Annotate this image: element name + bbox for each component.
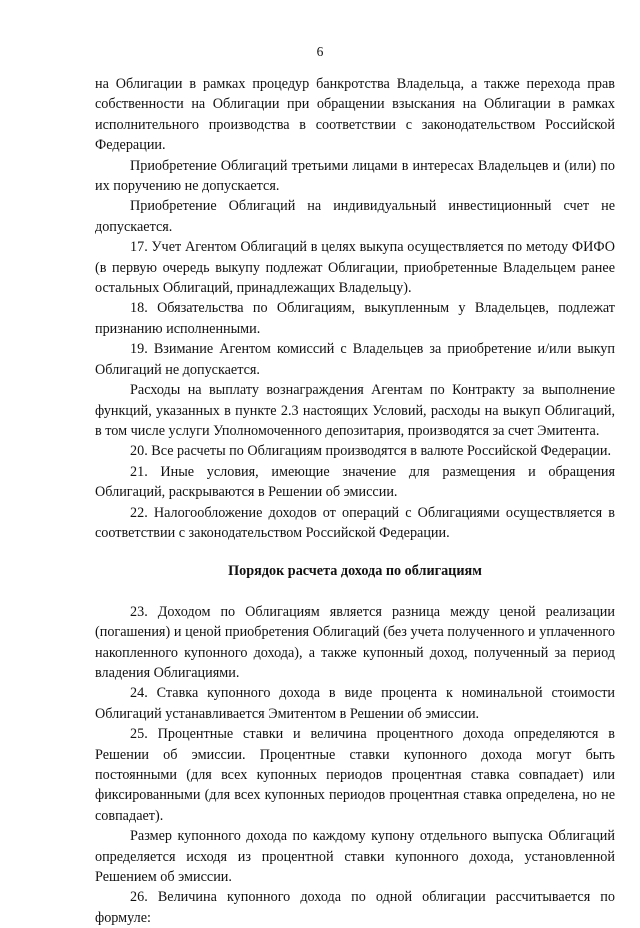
paragraph-21: 21. Иные условия, имеющие значение для размещения и обращения Облигаций, раскрываются в Решении об эмиссии. [95,463,615,501]
paragraph-19: 19. Взимание Агентом комиссий с Владельцев за приобретение и/или выкуп Облигаций не допускается. [95,341,615,378]
paragraph-25: 25. Процентные ставки и величина процентного дохода определяются в Решении об эмиссии. Процентные ставки купонного дохода могут быть постоянными (для всех купонных периодов процентная ставка совпадает) или фиксированными (для всех купонных периодов процентная ставка определена, но не совпадает). [95,726,615,824]
paragraph-22: 22. Налогообложение доходов от операций с Облигациями осуществляется в соответствии с законодательством Российской Федерации. [95,504,615,541]
paragraph-iis-purchase: Приобретение Облигаций на индивидуальный инвестиционный счет не допускается. [95,198,615,235]
document-body [95,74,615,928]
paragraph-third-party-purchase: Приобретение Облигаций третьими лицами в интересах Владельцев и (или) по их поручению не допускается. [95,157,615,195]
section-heading: Порядок расчета дохода по облигациям [228,563,482,580]
paragraph-18: 18. Обязательства по Облигациям, выкупленным у Владельцев, подлежат признанию исполненными. [95,300,615,337]
paragraph-coupon-size: Размер купонного дохода по каждому купону отдельного выпуска Облигаций определяется исходя из процентной ставки купонного дохода, установленной Решением об эмиссии. [95,828,615,886]
paragraph-17: 17. Учет Агентом Облигаций в целях выкупа осуществляется по методу ФИФО (в первую очередь выкупу подлежат Облигации, приобретенные Владельцем ранее остальных Облигаций, принадлежащих Владельцу). [95,239,615,297]
paragraph-expenses: Расходы на выплату вознаграждения Агентам по Контракту за выполнение функций, указанных в пункте 2.3 настоящих Условий, расходы на выкуп Облигаций, в том числе услуги Уполномоченного депозитария, производятся за счет Эмитента. [95,382,615,439]
paragraph-24: 24. Ставка купонного дохода в виде процента к номинальной стоимости Облигаций устанавливается Эмитентом в Решении об эмиссии. [95,685,615,722]
paragraph-continuation: на Облигации в рамках процедур банкротства Владельца, а также перехода прав собственности на Облигации при обращении взыскания на Облигации в рамках исполнительного производства в соответствии с законодательством Российской Федерации. [95,76,615,154]
paragraph-20: 20. Все расчеты по Облигациям производятся в валюте Российской Федерации. [130,443,612,460]
paragraph-26: 26. Величина купонного дохода по одной облигации рассчитывается по формуле: [95,889,615,926]
paragraph-23: 23. Доходом по Облигациям является разница между ценой реализации (погашения) и ценой приобретения Облигаций (без учета полученного и уплаченного накопленного купонного дохода), а также купонный доход, полученный за период владения Облигациями. [95,603,615,681]
page-number: 6 [316,44,324,59]
